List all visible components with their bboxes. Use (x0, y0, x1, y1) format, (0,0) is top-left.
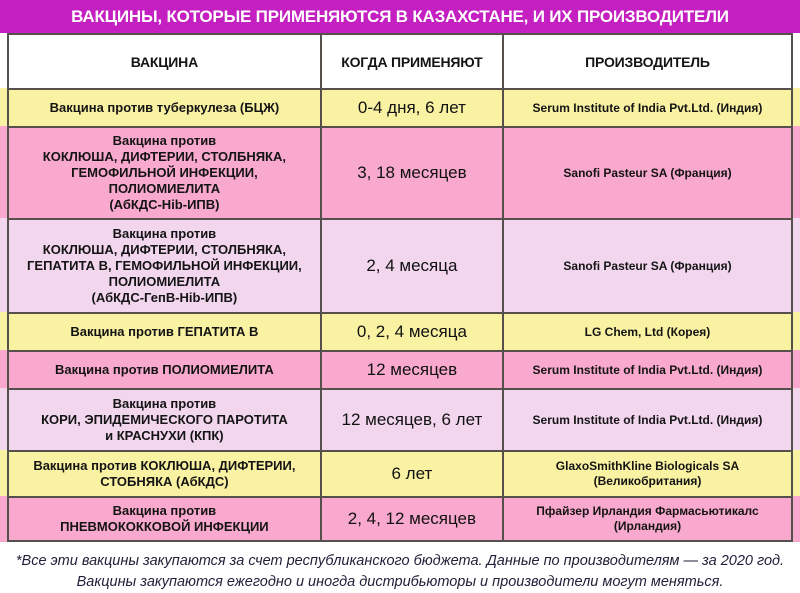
vaccine-name-line: КОРИ, ЭПИДЕМИЧЕСКОГО ПАРОТИТА (41, 412, 288, 427)
column-header-when: КОГДА ПРИМЕНЯЮТ (322, 35, 504, 88)
producer-cell (504, 90, 791, 126)
vaccine-table (0, 33, 800, 542)
schedule-cell: 12 месяцев, 6 лет (322, 390, 504, 450)
producer-name-line: (Ирландия) (613, 519, 682, 533)
producer-name-line: Serum Institute of India Pvt.Ltd. (Индия) (532, 100, 763, 115)
producer-name-line: (Великобритания) (593, 474, 702, 488)
producer-name-line: Sanofi Pasteur SA (Франция) (563, 258, 732, 273)
table-row (0, 496, 800, 542)
producer-name-line: Sanofi Pasteur SA (Франция) (563, 165, 732, 180)
vaccine-name-line: Вакцина против КОКЛЮША, ДИФТЕРИИ, (33, 458, 296, 473)
table-row (0, 218, 800, 312)
vaccine-cell (9, 314, 322, 350)
vaccine-name-line: ПОЛИОМИЕЛИТА (108, 274, 221, 289)
vaccine-name-line: Вакцина против (112, 226, 217, 241)
schedule-cell: 2, 4 месяца (322, 220, 504, 312)
vaccine-cell (9, 90, 322, 126)
producer-name-line: Пфайзер Ирландия Фармасьютикалс (536, 504, 759, 518)
schedule-cell: 3, 18 месяцев (322, 128, 504, 218)
vaccine-name-line: (АбКДС-ГепВ-Hib-ИПВ) (91, 290, 238, 305)
vaccine-name-line: Вакцина против ГЕПАТИТА В (70, 324, 259, 339)
schedule-cell: 0-4 дня, 6 лет (322, 90, 504, 126)
vaccine-name-line: Вакцина против (112, 396, 217, 411)
vaccine-name-line: КОКЛЮША, ДИФТЕРИИ, СТОЛБНЯКА, (42, 242, 286, 257)
vaccine-name-line: Вакцина против ПОЛИОМИЕЛИТА (55, 362, 274, 377)
producer-cell (504, 390, 791, 450)
producer-name-line: Serum Institute of India Pvt.Ltd. (Индия) (532, 362, 763, 377)
vaccine-name-line: Вакцина против туберкулеза (БЦЖ) (49, 100, 280, 115)
vaccine-cell (9, 128, 322, 218)
column-header-producer: ПРОИЗВОДИТЕЛЬ (585, 53, 710, 70)
vaccine-name-line: Вакцина против (112, 503, 217, 518)
page-title: ВАКЦИНЫ, КОТОРЫЕ ПРИМЕНЯЮТСЯ В КАЗАХСТАНЕ, И ИХ ПРОИЗВОДИТЕЛИ (71, 6, 729, 26)
table-row (0, 88, 800, 126)
table-header-row (0, 33, 800, 88)
vaccine-name-line: СТОБНЯКА (АбКДС) (100, 474, 229, 489)
table-body (0, 88, 800, 542)
footnote-line-2: Вакцины закупаются ежегодно и иногда дистрибьюторы и производители могут меняться. (76, 574, 724, 590)
producer-cell (504, 352, 791, 388)
table-row (0, 388, 800, 450)
producer-cell (504, 498, 791, 540)
vaccine-cell (9, 452, 322, 496)
vaccine-cell (9, 390, 322, 450)
vaccine-cell (9, 498, 322, 540)
table-row (0, 312, 800, 350)
producer-name-line: Serum Institute of India Pvt.Ltd. (Индия) (532, 412, 763, 427)
table-row (0, 350, 800, 388)
vaccine-name-line: Вакцина против (112, 133, 217, 148)
column-header-vaccine: ВАКЦИНА (9, 35, 322, 88)
schedule-cell: 0, 2, 4 месяца (322, 314, 504, 350)
footnote (0, 542, 800, 593)
producer-name-line: LG Chem, Ltd (Корея) (584, 324, 711, 339)
table-row (0, 126, 800, 218)
vaccine-name-line: ГЕМОФИЛЬНОЙ ИНФЕКЦИИ, ПОЛИОМИЕЛИТА (71, 165, 258, 196)
schedule-cell: 6 лет (322, 452, 504, 496)
producer-cell (504, 452, 791, 496)
title-bar (0, 0, 800, 33)
vaccine-name-line: (АбКДС-Hib-ИПВ) (109, 197, 220, 212)
vaccine-cell (9, 220, 322, 312)
table-row (0, 450, 800, 496)
producer-cell (504, 128, 791, 218)
vaccine-cell (9, 352, 322, 388)
footnote-line-1: *Все эти вакцины закупаются за счет республиканского бюджета. Данные по производителям — за 2020 год. (15, 553, 785, 569)
vaccine-name-line: ГЕПАТИТА В, ГЕМОФИЛЬНОЙ ИНФЕКЦИИ, (27, 258, 302, 273)
schedule-cell: 12 месяцев (322, 352, 504, 388)
producer-cell (504, 314, 791, 350)
vaccine-name-line: ПНЕВМОКОККОВОЙ ИНФЕКЦИИ (60, 519, 269, 534)
vaccine-name-line: КОКЛЮША, ДИФТЕРИИ, СТОЛБНЯКА, (42, 149, 286, 164)
vaccine-name-line: и КРАСНУХИ (КПК) (105, 428, 224, 443)
producer-cell (504, 220, 791, 312)
producer-name-line: GlaxoSmithKline Biologicals SA (555, 459, 740, 473)
schedule-cell: 2, 4, 12 месяцев (322, 498, 504, 540)
